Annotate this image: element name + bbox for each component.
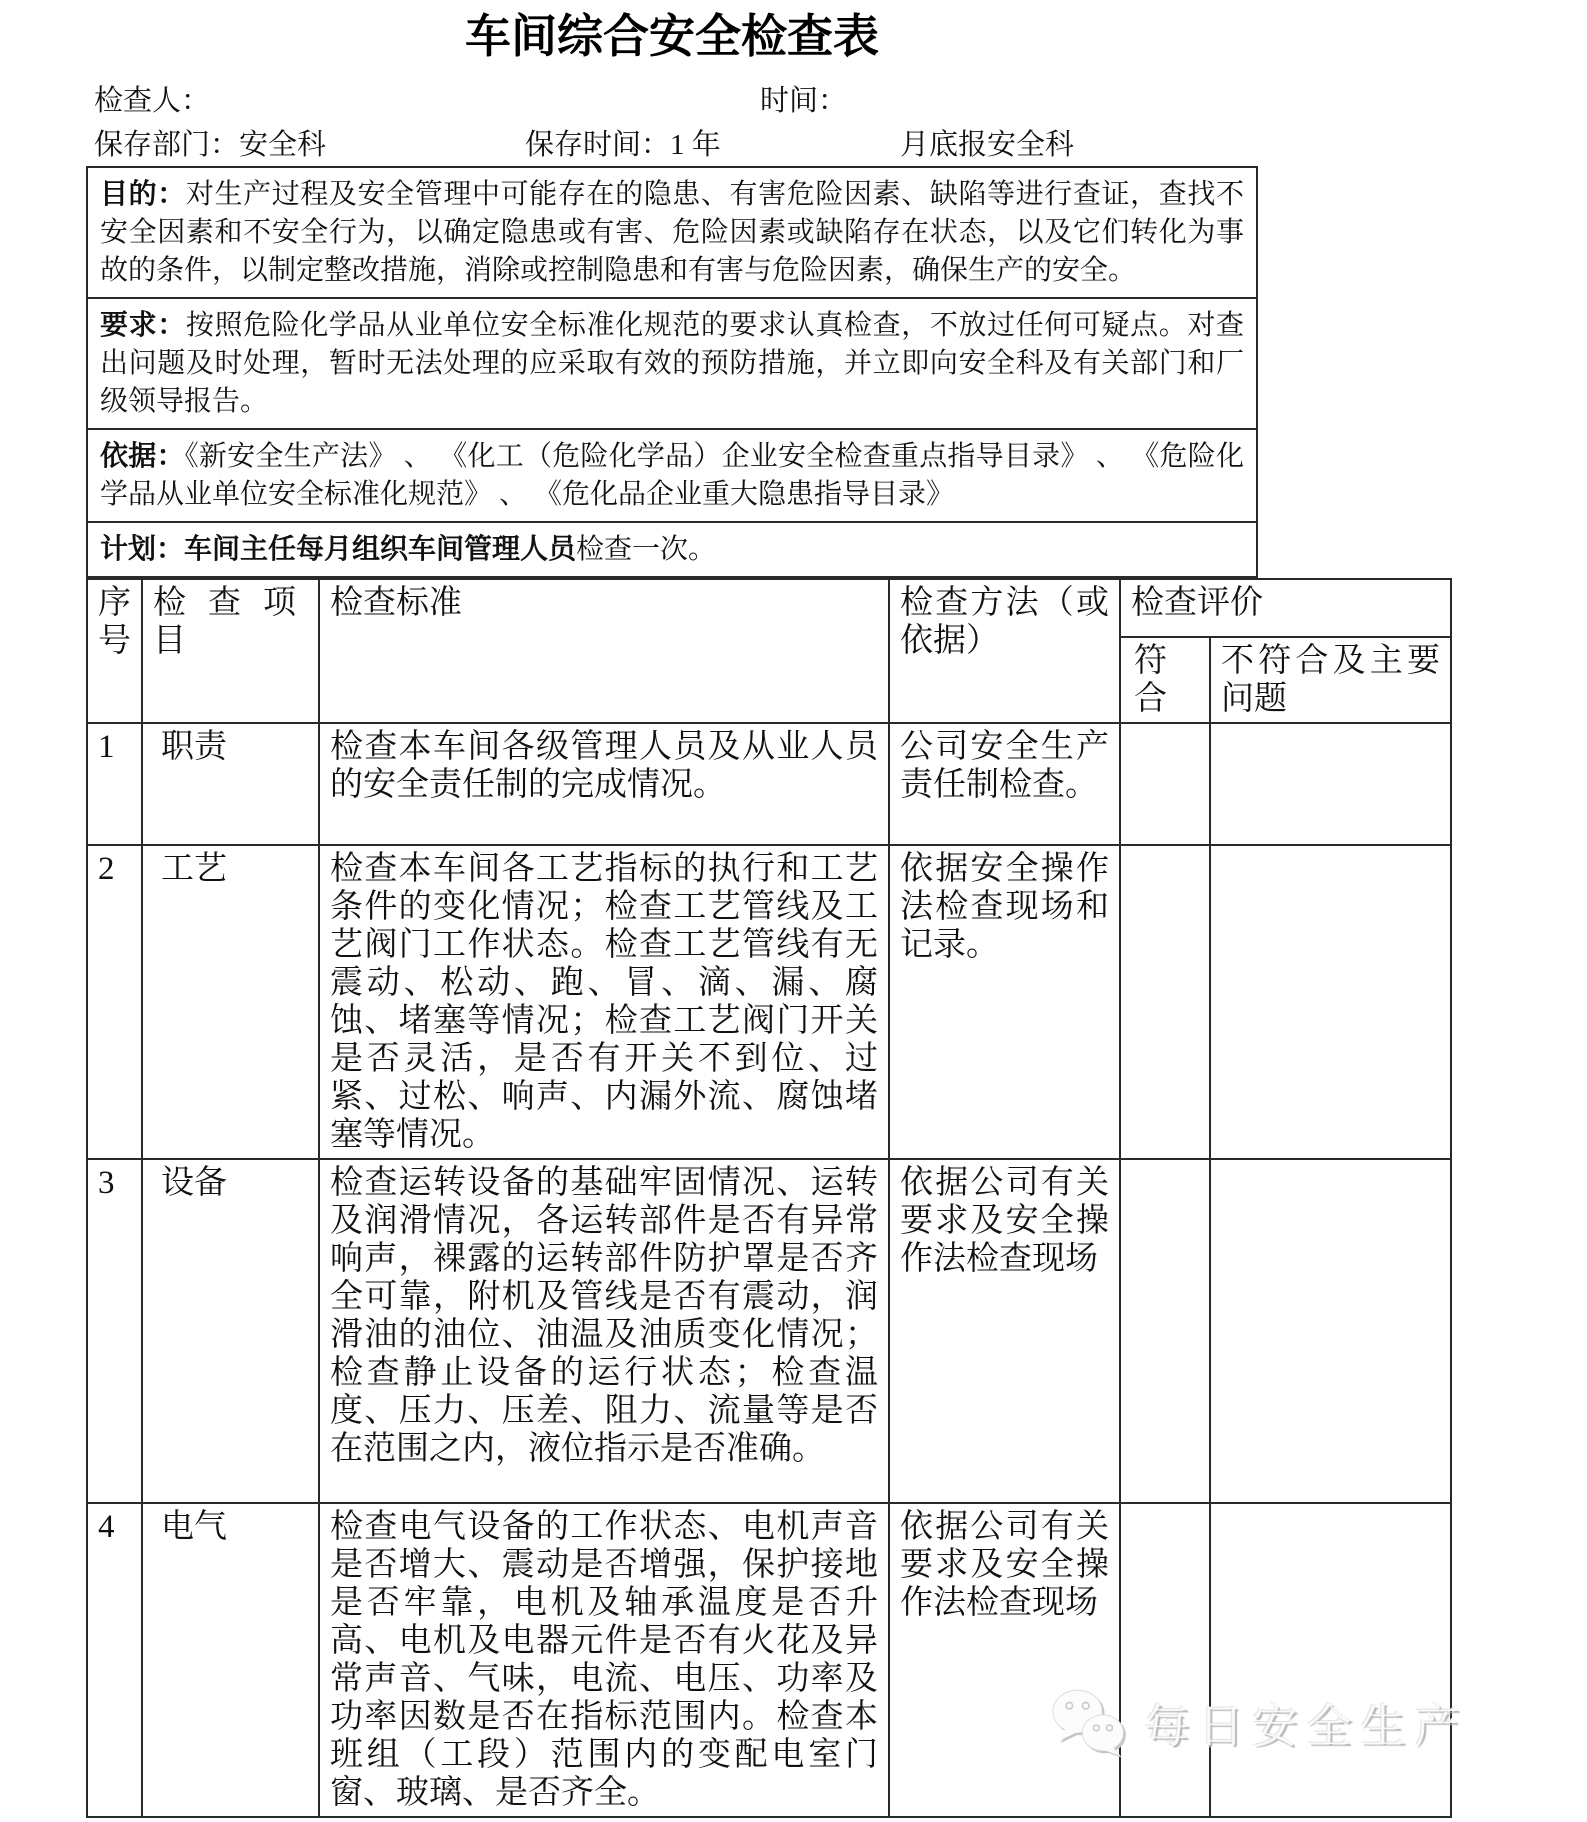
col-header-method: 检查方法（或依据） — [889, 579, 1120, 723]
cell-conform — [1120, 845, 1210, 1159]
requirement-label: 要求： — [100, 309, 186, 340]
requirement-text: 按照危险化学品从业单位安全标准化规范的要求认真检查，不放过任何可疑点。对查出问题及时处理，暂时无法处理的应采取有效的预防措施，并立即向安全科及有关部门和厂级领导报告。 — [100, 310, 1244, 417]
time-label: 时间： — [760, 85, 848, 117]
col-header-item: 检查项目 — [142, 579, 319, 723]
cell-standard: 检查电气设备的工作状态、电机声音是否增大、震动是否增强，保护接地是否牢靠，电机及轴承温度是否升高、电机及电器元件是否有火花及异常声音、气味，电流、电压、功率及功率因数是否在指标范围内。检查本班组（工段）范围内的变配电室门窗、玻璃、是否齐全。 — [319, 1503, 889, 1817]
col-header-nonconform: 不符合及主要问题 — [1210, 637, 1451, 723]
cell-item: 电气 — [142, 1503, 319, 1817]
inspector-label: 检查人： — [94, 85, 211, 117]
cell-standard: 检查本车间各工艺指标的执行和工艺条件的变化情况；检查工艺管线及工艺阀门工作状态。检查工艺管线有无震动、松动、跑、冒、滴、漏、腐蚀、堵塞等情况；检查工艺阀门开关是否灵活，是否有开关不到位、过紧、过松、响声、内漏外流、腐蚀堵塞等情况。 — [319, 845, 889, 1159]
cell-method: 依据公司有关要求及安全操作法检查现场 — [889, 1503, 1120, 1817]
page-title: 车间综合安全检查表 — [465, 11, 879, 62]
cell-no: 1 — [87, 723, 142, 845]
table-row — [87, 1159, 1451, 1503]
document-page — [0, 10, 1587, 1822]
cell-nonconform — [1210, 723, 1451, 845]
cell-standard: 检查本车间各级管理人员及从业人员的安全责任制的完成情况。 — [319, 723, 889, 845]
cell-nonconform — [1210, 1159, 1451, 1503]
requirement-section — [88, 297, 1256, 428]
report-note: 月底报安全科 — [900, 129, 1075, 161]
cell-conform — [1120, 1503, 1210, 1817]
cell-item: 职责 — [142, 723, 319, 845]
basis-label: 依据： — [100, 440, 185, 471]
col-header-conform: 符合 — [1120, 637, 1210, 723]
cell-no: 2 — [87, 845, 142, 1159]
plan-section — [88, 521, 1256, 576]
cell-nonconform — [1210, 1503, 1451, 1817]
basis-text: 《新安全生产法》 、 《化工（危险化学品）企业安全检查重点指导目录》 、 《危险化学品从业单位安全标准化规范》 、 《危化品企业重大隐患指导目录》 — [100, 441, 1244, 510]
purpose-section — [88, 168, 1256, 297]
cell-no: 3 — [87, 1159, 142, 1503]
cell-conform — [1120, 723, 1210, 845]
purpose-label: 目的： — [100, 178, 186, 209]
header-info — [86, 78, 1450, 166]
plan-text: 检查一次。 — [576, 534, 717, 565]
save-department: 保存部门：安全科 — [94, 129, 327, 161]
plan-label: 计划： — [100, 533, 185, 564]
table-row — [87, 723, 1451, 845]
inspection-table — [86, 578, 1452, 1818]
cell-no: 4 — [87, 1503, 142, 1817]
cell-item: 设备 — [142, 1159, 319, 1503]
cell-method: 依据公司有关要求及安全操作法检查现场 — [889, 1159, 1120, 1503]
save-time: 保存时间：1 年 — [525, 129, 721, 161]
cell-method: 依据安全操作法检查现场和记录。 — [889, 845, 1120, 1159]
purpose-text: 对生产过程及安全管理中可能存在的隐患、有害危险因素、缺陷等进行查证，查找不安全因素和不安全行为，以确定隐患或有害、危险因素或缺陷存在状态，以及它们转化为事故的条件，以制定整改措施，消除或控制隐患和有害与危险因素，确保生产的安全。 — [100, 179, 1244, 286]
intro-box — [86, 166, 1258, 578]
basis-section — [88, 428, 1256, 521]
col-header-standard: 检查标准 — [319, 579, 889, 723]
cell-nonconform — [1210, 845, 1451, 1159]
plan-bold-text: 车间主任每月组织车间管理人员 — [184, 533, 577, 564]
cell-standard: 检查运转设备的基础牢固情况、运转及润滑情况，各运转部件是否有异常响声，裸露的运转部件防护罩是否齐全可靠，附机及管线是否有震动，润滑油的油位、油温及油质变化情况；检查静止设备的运行状态；检查温度、压力、压差、阻力、流量等是否在范围之内，液位指示是否准确。 — [319, 1159, 889, 1503]
cell-item: 工艺 — [142, 845, 319, 1159]
cell-conform — [1120, 1159, 1210, 1503]
table-row — [87, 1503, 1451, 1817]
col-header-no: 序号 — [87, 579, 142, 723]
watermark-text: 每日安全生产 — [1144, 1701, 1468, 1752]
table-header-row — [87, 579, 1451, 637]
col-header-evaluation: 检查评价 — [1120, 579, 1451, 637]
table-row — [87, 845, 1451, 1159]
cell-method: 公司安全生产责任制检查。 — [889, 723, 1120, 845]
